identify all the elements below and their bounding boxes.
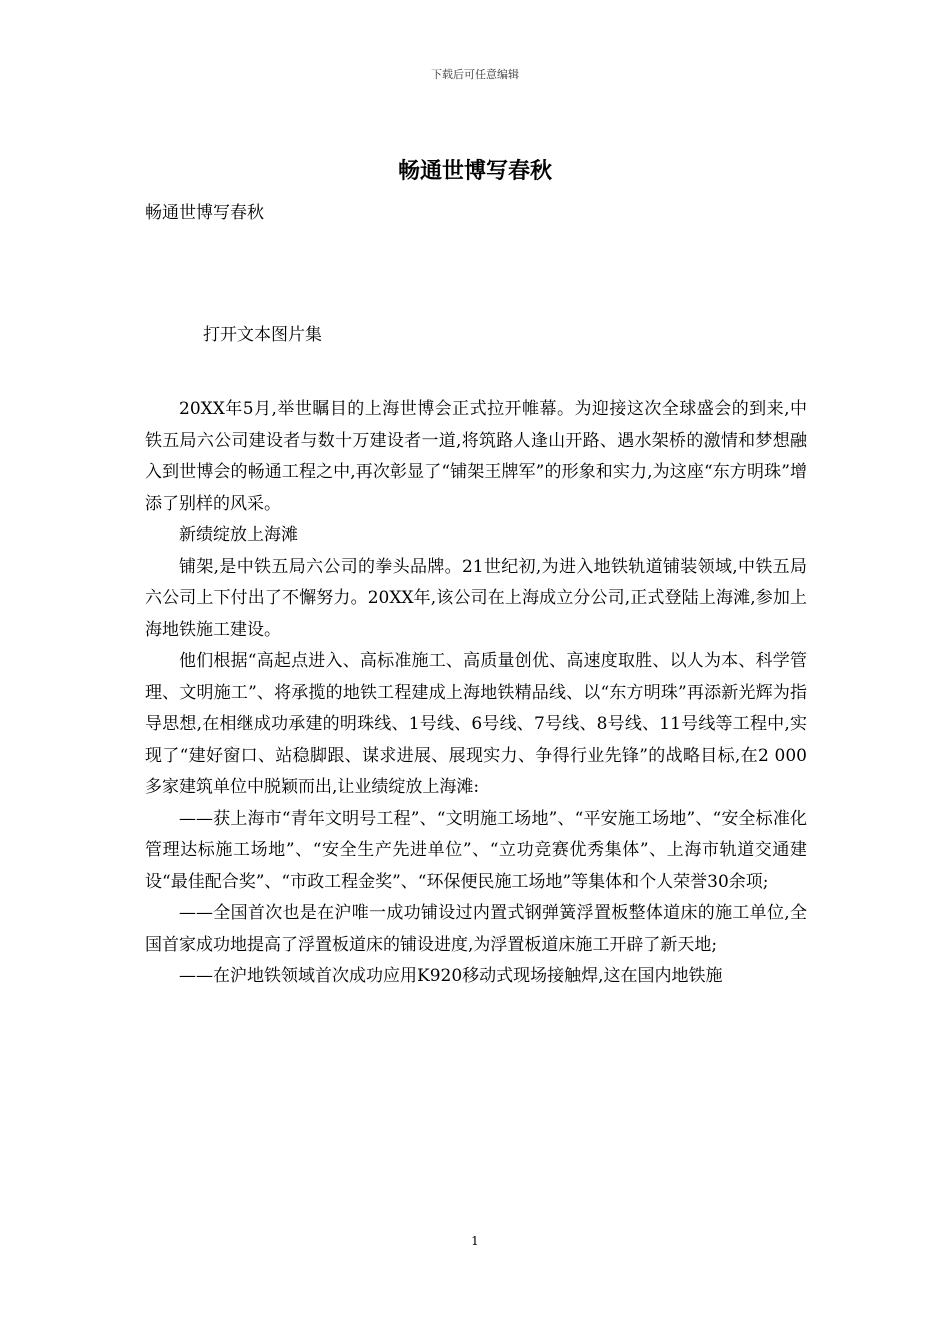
page-number: 1	[471, 1234, 479, 1248]
paragraph-tracklaying: 铺架,是中铁五局六公司的拳头品牌。21世纪初,为进入地铁轨道铺装领域,中铁五局六公司上下付出了不懈努力。20XX年,该公司在上海成立分公司,正式登陆上海滩,参加上海地铁施工建设。	[145, 556, 807, 640]
document-subtitle: 畅通世博写春秋	[145, 203, 264, 223]
paragraph-intro: 20XX年5月,举世瞩目的上海世博会正式拉开帷幕。为迎接这次全球盛会的到来,中铁五局六公司建设者与数十万建设者一道,将筑路人逢山开路、遇水架桥的激情和梦想融入到世博会的畅通工程之中,再次彰显了“铺架王牌军”的形象和实力,为这座“东方明珠”增添了别样的风采。	[145, 399, 807, 514]
open-gallery-link[interactable]: 打开文本图片集	[203, 324, 322, 345]
paragraph-honors: ——获上海市“青年文明号工程”、“文明施工场地”、“平安施工场地”、“安全标准化管理达标施工场地”、“安全生产先进单位”、“立功竞赛优秀集体”、上海市轨道交通建设“最佳配合奖”、“市政工程金奖”、“环保便民施工场地”等集体和个人荣誉30余项;	[145, 808, 807, 892]
document-body	[145, 198, 807, 993]
section-heading: 新绩绽放上海滩	[179, 525, 298, 545]
paragraph-welding: ——在沪地铁领域首次成功应用K920移动式现场接触焊,这在国内地铁施	[179, 966, 723, 986]
paragraph-strategy: 他们根据“高起点进入、高标准施工、高质量创优、高速度取胜、以人为本、科学管理、文明施工”、将承揽的地铁工程建成上海地铁精品线、以“东方明珠”再添新光辉为指导思想,在相继成功承建的明珠线、1号线、6号线、7号线、8号线、11号线等工程中,实现了“建好窗口、站稳脚跟、谋求进展、展现实力、争得行业先锋”的战略目标,在2 000多家建筑单位中脱颖而出,让业绩绽放上海滩:	[145, 651, 807, 797]
document-title: 畅通世博写春秋	[397, 158, 552, 184]
download-note: 下载后可任意编辑	[431, 68, 519, 81]
paragraph-floating-slab: ——全国首次也是在沪唯一成功铺设过内置式钢弹簧浮置板整体道床的施工单位,全国首家成功地提高了浮置板道床的铺设进度,为浮置板道床施工开辟了新天地;	[145, 903, 807, 955]
